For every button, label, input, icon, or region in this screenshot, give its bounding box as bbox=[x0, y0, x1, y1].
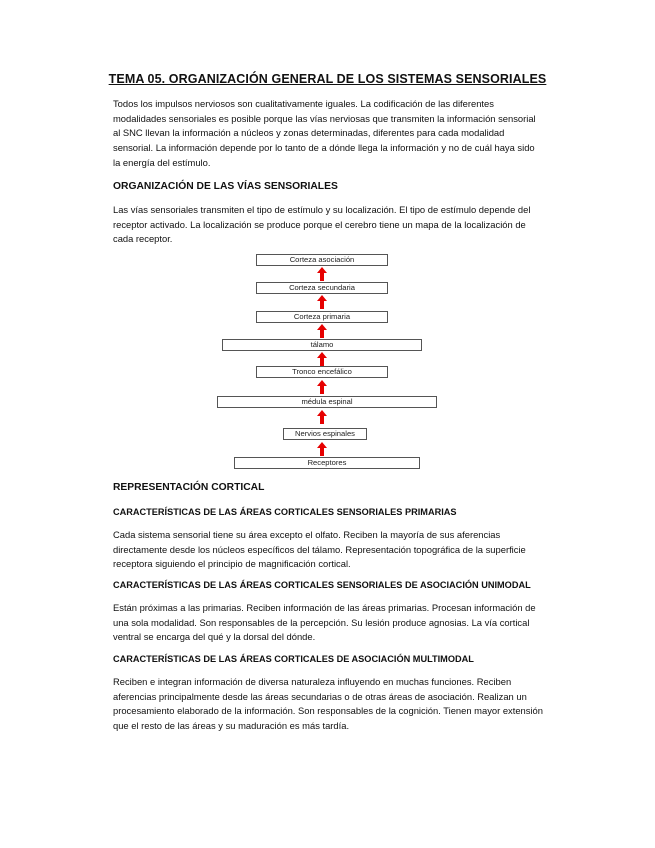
up-arrow-icon bbox=[317, 352, 327, 366]
unimodal-paragraph: Están próximas a las primarias. Reciben información de las áreas primarias. Procesan información de una sola modalidad. Son responsables de la percepción. Su lesión produce agnosias. La vía cortical ventral se encarga del qué y la dorsal del dónde. bbox=[113, 602, 536, 643]
up-arrow-icon bbox=[317, 410, 327, 424]
subheading-multimodal: CARACTERÍSTICAS DE LAS ÁREAS CORTICALES DE ASOCIACIÓN MULTIMODAL bbox=[113, 654, 474, 664]
vias-paragraph: Las vías sensoriales transmiten el tipo de estímulo y su localización. El tipo de estímulo depende del receptor activado. La localización se produce porque el cerebro tiene un mapa de la localización de cada receptor. bbox=[113, 204, 531, 245]
page-title: TEMA 05. ORGANIZACIÓN GENERAL DE LOS SISTEMAS SENSORIALES bbox=[108, 72, 547, 86]
diagram-box-medula-espinal: médula espinal bbox=[217, 396, 437, 408]
subheading-primarias: CARACTERÍSTICAS DE LAS ÁREAS CORTICALES SENSORIALES PRIMARIAS bbox=[113, 507, 457, 517]
up-arrow-icon bbox=[317, 267, 327, 281]
diagram-box-corteza-secundaria: Corteza secundaria bbox=[256, 282, 388, 294]
diagram-box-nervios-espinales: Nervios espinales bbox=[283, 428, 367, 440]
diagram-box-receptores: Receptores bbox=[234, 457, 420, 469]
multimodal-paragraph: Reciben e integran información de diversa naturaleza influyendo en muchas funciones. Reciben aferencias principalmente desde las áreas secundarias o de otras áreas de asociación. Realizan un procesamiento elaborado de la información. Son responsables de la cognición. Tienen mayor extensión que el resto de las áreas y su maduración es más tardía. bbox=[113, 676, 543, 732]
primarias-paragraph: Cada sistema sensorial tiene su área excepto el olfato. Reciben la mayoría de sus aferencias directamente desde los núcleos específicos del tálamo. Representación topográfica de la superficie receptora siguiendo el principio de magnificación cortical. bbox=[113, 529, 526, 570]
up-arrow-icon bbox=[317, 380, 327, 394]
diagram-box-talamo: tálamo bbox=[222, 339, 422, 351]
diagram-box-corteza-asociacion: Corteza asociación bbox=[256, 254, 388, 266]
up-arrow-icon bbox=[317, 324, 327, 338]
subheading-unimodal: CARACTERÍSTICAS DE LAS ÁREAS CORTICALES SENSORIALES DE ASOCIACIÓN UNIMODAL bbox=[113, 580, 531, 590]
up-arrow-icon bbox=[317, 442, 327, 456]
diagram-box-corteza-primaria: Corteza primaria bbox=[256, 311, 388, 323]
up-arrow-icon bbox=[317, 295, 327, 309]
section-heading-vias: ORGANIZACIÓN DE LAS VÍAS SENSORIALES bbox=[113, 181, 338, 192]
intro-paragraph: Todos los impulsos nerviosos son cualitativamente iguales. La codificación de las diferentes modalidades sensoriales es posible porque las vías nerviosas que transmiten la información sensorial al SNC llevan la información a núcleos y zonas determinadas, diferentes para cada modalidad sensorial. La información depende por lo tanto de a dónde llega la información y no de cuál haya sido la energía del estímulo. bbox=[113, 98, 536, 168]
section-heading-representacion: REPRESENTACIÓN CORTICAL bbox=[113, 482, 265, 493]
diagram-box-tronco-encefalico: Tronco encefálico bbox=[256, 366, 388, 378]
